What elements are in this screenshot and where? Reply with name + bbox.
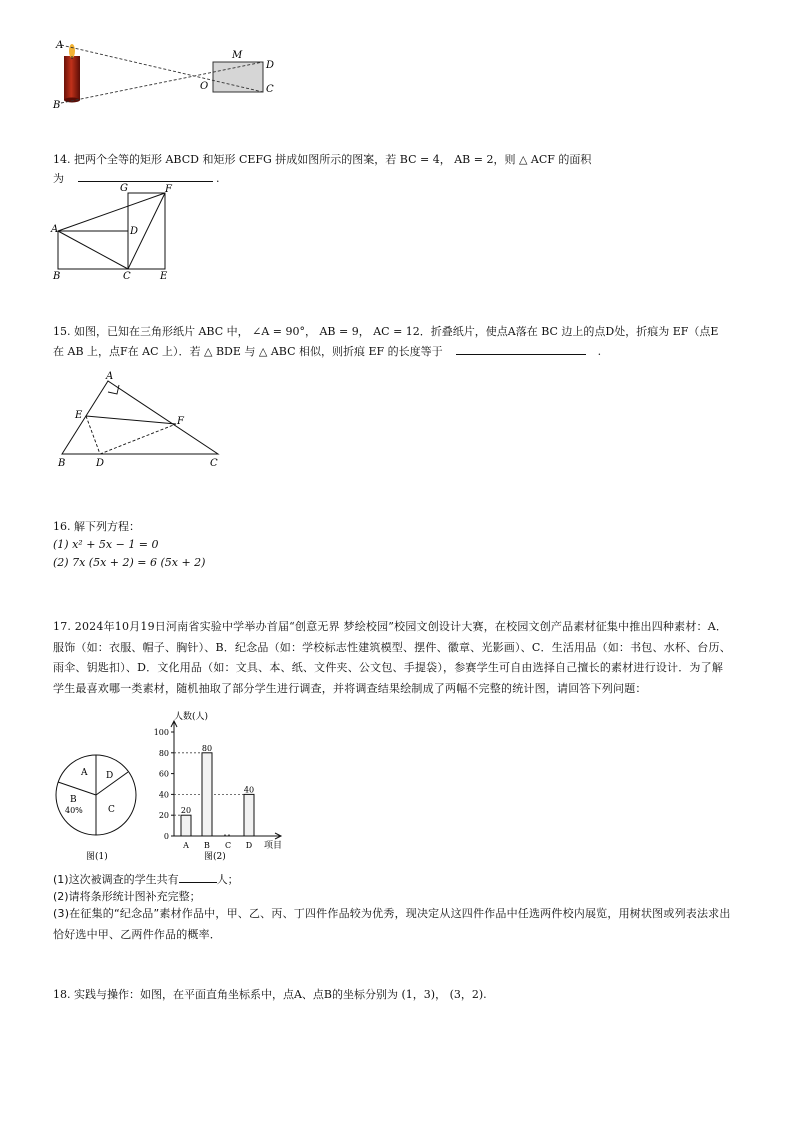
bar-chart-data-label: 40 [243,785,255,795]
q15-suffix: . [597,345,602,358]
q15-label-D: D [96,458,105,469]
bar-chart-ytick-label: 20 [158,811,169,821]
bar-chart-category-label: B [204,841,210,850]
q17-sub3: (3)在征集的“纪念品”素材作品中，甲、乙、丙、丁四件作品较为优秀，现决定从这四件作品中任选两件校内展览，用树状图或列表法求出恰好选中甲、乙两件作品的概率． [53,907,731,941]
pie-label-D: D [106,771,114,781]
bar-chart-bar [181,815,191,836]
q16-eq2: (2) 7x (5x + 2) = 6 (5x + 2) [53,556,206,569]
q14-label-D: D [130,226,139,237]
q14-label-C: C [123,271,131,282]
bar-chart-data-label: 20 [180,806,192,816]
pie-label-B: B [70,795,77,805]
q15-figure [52,368,232,470]
q14-figure [48,182,188,282]
q16-title: 16. 解下列方程： [53,520,140,533]
bar-chart-caption: 图(2) [204,852,226,862]
q17-sub2: (2)请将条形统计图补充完整； [53,890,201,903]
q15-label-A: A [106,371,114,382]
label-A: A [56,40,64,51]
q14-label-F: F [165,184,172,195]
q14-label-G: G [120,183,128,194]
bar-chart-bar [202,753,212,836]
candle-pinhole-figure [48,36,288,112]
q17-paragraph: 17. 2024年10月19日河南省实验中学举办首届“创意无界 梦绘校园”校园文创设计大赛，在校园文创产品素材征集中推出四种素材：A．服饰（如：衣服、帽子、胸针）、B．纪念品（如：学校标志性建筑模型、摆件、徽章、光影画）、C．生活用品（如：书包、水杯、台历、雨伞、钥匙扣）、D．文化用品（如：文具、本、纸、文件夹、公文包、手提袋），参赛学生可自由选择自己擅长的素材进行设计．为了解学生最喜欢哪一类素材，随机抽取了部分学生进行调查，并将调查结果绘制成了两幅不完整的统计图，请回答下列问题： [53,620,731,695]
label-M: M [232,50,243,61]
bar-chart-data-label: 80 [201,743,213,753]
q15-label-F: F [177,416,184,427]
q15-label-C: C [210,458,218,469]
bar-chart-ylabel: 人数(人) [174,712,209,722]
q14-suffix: . [216,172,220,185]
q14-line1: 14. 把两个全等的矩形 ABCD 和矩形 CEFG 拼成如图所示的图案，若 BC = 4， AB = 2，则 △ ACF 的面积 [53,153,592,166]
bar-chart-bar [244,794,254,836]
candle-flame [69,44,75,58]
q15-label-B: B [58,458,66,469]
label-D: D [266,60,275,71]
bar-chart-ytick-label: 60 [158,769,169,779]
q16-eq1: (1) x² + 5x − 1 = 0 [53,538,159,551]
pie-label-C: C [108,805,115,815]
q17-sub1-prefix: (1)这次被调查的学生共有 [53,873,179,886]
pie-chart [50,752,146,864]
pie-label-A: A [81,768,88,778]
label-B: B [53,100,61,111]
q15-prefix: 在 AB 上，点F在 AC 上）．若 △ BDE 与 △ ABC 相似，则折痕 EF 的长度等于 [53,345,443,358]
q17-sub1-blank[interactable] [179,870,217,883]
q14-label-B: B [53,271,61,282]
label-C: C [266,84,274,95]
q15-answer-blank[interactable] [456,342,586,355]
bar-chart [148,708,298,864]
bar-chart-category-label: C [224,841,232,850]
bar-chart-ytick-label: 100 [153,728,169,737]
label-O: O [200,81,209,92]
pie-caption: 图(1) [86,852,108,862]
bar-chart-ytick-label: 0 [163,832,169,841]
q18-text: 18. 实践与操作：如图，在平面直角坐标系中，点A、点B的坐标分别为 (1，3)， (3，2). [53,988,487,1001]
q14-label-E: E [160,271,168,282]
q15-line1: 15. 如图，已知在三角形纸片 ABC 中， ∠A = 90°， AB = 9， AC = 12．折叠纸片，使点A落在 BC 边上的点D处，折痕为 EF（点E [53,325,719,338]
q14-answer-blank[interactable] [78,169,213,182]
q15-label-E: E [75,410,83,421]
bar-chart-xlabel: 项目 [264,841,283,851]
bar-chart-category-label: A [183,841,189,850]
bar-chart-ytick-label: 80 [158,748,169,758]
q17-sub1-suffix: 人； [216,873,239,886]
bar-chart-ytick-label: 40 [158,790,169,800]
q15-line2 [53,342,601,362]
q14-label-A: A [51,224,59,235]
candle-body [64,56,80,100]
pinhole-box [213,62,263,92]
q14-prefix: 为 [53,172,64,185]
bar-chart-category-label: D [245,841,253,850]
pie-label-B-pct: 40% [65,806,83,815]
